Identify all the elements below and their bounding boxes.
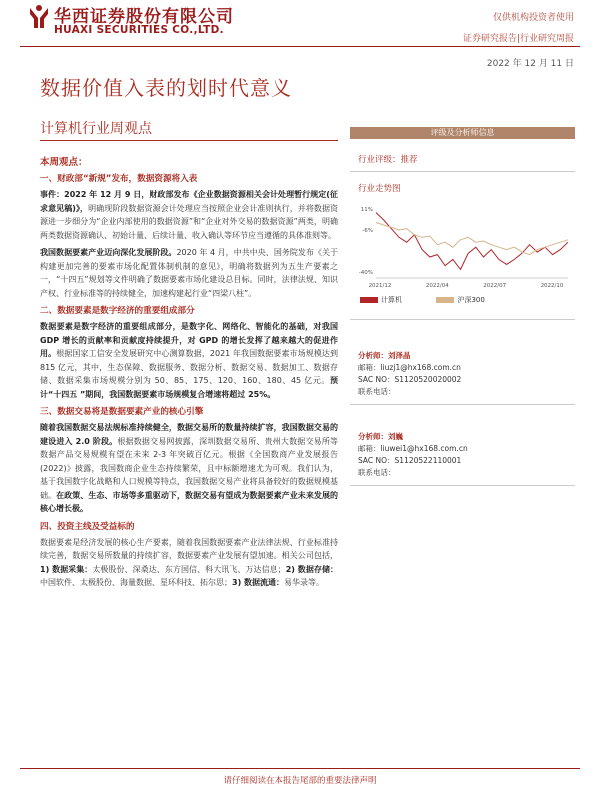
analyst-phone: 联系电话： xyxy=(358,468,396,477)
paragraph-invest-text-c: 太极股份、深桑达、东方国信、科大讯飞、万达信息； xyxy=(92,564,286,574)
paragraph-invest-circulation: 3) 数据流通： xyxy=(232,578,285,587)
paragraph-market-size xyxy=(40,320,338,401)
analyst-sac: SAC NO：S1120520020002 xyxy=(358,375,462,384)
section-heading-4: 四、投资主线及受益标的 xyxy=(40,521,135,532)
paragraph-invest-text-e: 中国软件、太极股份、海量数据、星环科技、拓尔思； xyxy=(40,578,232,587)
paragraph-policy xyxy=(40,246,338,300)
analyst-card xyxy=(350,423,575,486)
logo-chinese-name: 华西证券股份有限公司 xyxy=(54,7,234,27)
company-logo xyxy=(28,2,278,44)
paragraph-trading xyxy=(40,421,338,516)
y-tick-label: 11% xyxy=(360,206,373,213)
chart-legend xyxy=(350,293,575,309)
analyst-email[interactable]: 邮箱：liuzj1@hx168.com.cn xyxy=(358,363,461,372)
header-divider xyxy=(20,46,580,47)
rating-box-title: 评级及分析师信息 xyxy=(350,127,575,139)
analyst-sac: SAC NO：S1120522110001 xyxy=(358,456,462,465)
chart-divider xyxy=(350,319,575,320)
series-line-computer xyxy=(376,213,568,270)
legend-swatch-hs300 xyxy=(436,297,454,303)
paragraph-invest-text-a: 数据要素是经济发展的核心生产要素，随着我国数据要素产业法律法规、行业标准持续完善，数据交易所数量的持续扩容，数据要素产业发展有望加速。相关公司包括， xyxy=(40,537,338,560)
x-tick-label: 2021/12 xyxy=(368,283,392,289)
paragraph-policy-text: 2020 年 4 月，中共中央、国务院发布《关于构建更加完善的要素市场化配置体制机制的意见》，明确将数据列为五生产要素之一，“十四五”规划等文件明确了数据要素市场化建设总目标。同时，法律法规、知识产权、行业标准等的持续健全，加速构建起行业“四梁八柱”。 xyxy=(40,248,339,298)
logo-english-name: HUAXI SECURITIES CO.,LTD. xyxy=(54,24,224,36)
paragraph-event-bold: 事件：2022 年 12 月 9 日，财政部发布《企业数据资源相关会计处理暂行规定(征求意见稿)》， xyxy=(40,190,338,213)
rating-box xyxy=(350,127,575,320)
paragraph-market-bold-2: 预计“十四五 ”期间，我国数据要素市场规模复合增速将超过 25%。 xyxy=(40,376,338,399)
x-tick-label: 2022/10 xyxy=(540,283,564,289)
paragraph-event-text: 明确现阶段数据资源会计处理应当按照企业会计准则执行，并将数据资源进一步细分为“企业内部使用的数据资源”和“企业对外交易的数据资源”两类，明确两类数据资源确认、初始计量、后续计量、收入确认等环节应当遵循的具体准则等。 xyxy=(40,203,339,240)
paragraph-invest-collect: 1) 数据采集： xyxy=(40,564,93,574)
trend-chart xyxy=(350,198,575,293)
sidebar xyxy=(350,127,575,486)
legend-label-hs300: 沪深300 xyxy=(457,296,485,304)
footer-divider xyxy=(20,768,580,769)
section-heading-3: 三、数据交易将是数据要素产业的核心引擎 xyxy=(40,407,204,417)
paragraph-trading-bold-2: 在政策、生态、市场等多重驱动下，数据交易有望成为数据要素产业未来发展的核心增长极。 xyxy=(40,490,339,513)
paragraph-policy-bold: 我国数据要素产业迈向深化发展阶段。 xyxy=(40,248,177,257)
report-type: 证券研究报告|行业研究周报 xyxy=(462,34,574,44)
legend-label-computer: 计算机 xyxy=(381,296,402,304)
paragraph-market-bold: 数据要素是数字经济的重要组成部分，是数字化、网络化、智能化的基础，对我国 GDP 增长的贡献率和贡献度持续提升，对 GPD 的增长发挥了越来越大的促进作用。 xyxy=(40,322,338,358)
subtitle-divider xyxy=(40,140,338,141)
analyst-email[interactable]: 邮箱：liuwei1@hx168.com.cn xyxy=(358,444,468,453)
y-tick-label: -6% xyxy=(362,227,373,234)
paragraph-invest-text-g: 易华录等。 xyxy=(284,578,325,587)
section-heading-2: 二、数据要素是数字经济的重要组成部分 xyxy=(40,306,195,316)
analyst-name: 分析师：刘泽晶 xyxy=(358,351,411,360)
footer-disclaimer: 请仔细阅读在本报告尾部的重要法律声明 xyxy=(223,776,377,786)
paragraph-trading-text: 根据数据交易网披露，深圳数据交易所、贵州大数据交易所等数据产品交易规模有望在未来 2-3 年突破百亿元。根据《全国数商产业发展报告(2022)》披露，我国数商企业生态持续繁荣，且中标额增速尤为可观。我们认为，基于我国数字化战略和人口规模等特点，我国数据交易产业将具备较好的数据规模基础。 xyxy=(40,436,338,500)
analyst-card xyxy=(350,342,575,405)
trend-chart-title: 行业走势图 xyxy=(358,184,401,194)
paragraph-investment xyxy=(40,536,338,590)
legend-swatch-computer xyxy=(360,297,378,303)
huaxi-logo-icon xyxy=(28,4,50,30)
report-body xyxy=(40,150,338,594)
report-title: 数据价值入表的划时代意义 xyxy=(40,76,292,100)
x-tick-label: 2022/07 xyxy=(483,283,507,289)
report-subtitle: 计算机行业周观点 xyxy=(40,121,152,137)
weekly-view-label: 本周观点： xyxy=(40,157,88,168)
section-heading-1: 一、财政部“新规”发布，数据资源将入表 xyxy=(40,174,198,184)
analyst-phone: 联系电话： xyxy=(358,387,396,396)
audience-notice: 仅供机构投资者使用 xyxy=(492,13,574,23)
paragraph-market-text: 根据国家工信安全发展研究中心测算数据，2021 年我国数据要素市场规模达到 815 亿元，其中，生态保障、数据服务、数据分析、数据交易、数据加工、数据存储、数据采集市场规模分别为 50、85、175、120、160、180、45 亿元。 xyxy=(40,349,338,385)
report-date: 2022 年 12 月 11 日 xyxy=(486,59,574,69)
paragraph-invest-storage: 2) 数据存储： xyxy=(285,564,339,574)
paragraph-event xyxy=(40,188,338,242)
y-tick-label: -40% xyxy=(358,269,373,276)
analyst-name: 分析师：刘巍 xyxy=(358,432,403,441)
paragraph-trading-bold: 随着我国数据交易法规标准持续健全，数据交易所的数量持续扩容，我国数据交易的建设进入 2.0 阶段。 xyxy=(40,423,338,446)
industry-rating: 行业评级：推荐 xyxy=(350,139,575,172)
x-tick-label: 2022/04 xyxy=(425,283,449,289)
